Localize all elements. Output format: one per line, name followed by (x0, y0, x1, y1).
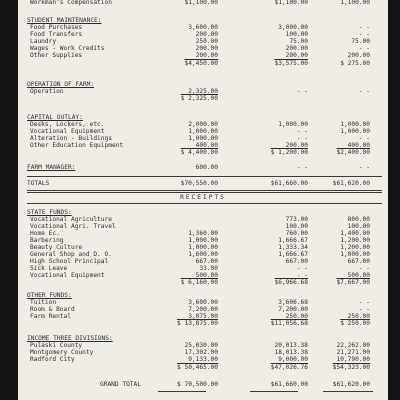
heading-text: INCOME THREE DIVISIONS: (27, 335, 113, 342)
col2-value: - - (296, 88, 308, 95)
col2-value: 760.00 (285, 230, 308, 237)
col1-grand-total: $ 70,500.00 (177, 381, 218, 388)
grand-total-rule-2 (250, 391, 298, 392)
grand-total-label: GRAND TOTAL (100, 381, 141, 388)
row-label: Beauty Culture (30, 244, 83, 251)
col3-value: 10,790.00 (336, 356, 370, 363)
col2-value: 7,200.00 (278, 306, 308, 313)
farm-manager-row (18, 163, 388, 172)
col3-value: - - (358, 45, 370, 52)
col3-value: 100.00 (347, 223, 370, 230)
subtotal-row (18, 278, 388, 287)
col3-value: 400.00 (347, 142, 370, 149)
col3-value: - - (358, 164, 370, 171)
heading-text: OPERATION OF FARM: (27, 81, 95, 88)
row-label: Vocational Agriculture (30, 216, 112, 223)
row-label: Alteration - Buildings (30, 135, 112, 142)
row-label: Radford City (30, 356, 75, 363)
col2-value: 200.00 (285, 142, 308, 149)
col3-subtotal: $ 275.00 (340, 60, 370, 67)
col2-value: 3,606.68 (278, 299, 308, 306)
col2-value: 75.00 (289, 38, 308, 45)
receipts-title: RECEIPTS (180, 194, 226, 201)
row-label: Sick Leave (30, 265, 68, 272)
col3-total: $61,620.00 (332, 180, 370, 187)
col3-value: - - (358, 88, 370, 95)
col2-value: - - (296, 265, 308, 272)
heading-text: STUDENT MAINTENANCE: (27, 17, 102, 24)
col3-value: 1,000.00 (340, 251, 370, 258)
col2-value: $1,100.00 (274, 0, 308, 6)
col1-value: 1,000.00 (188, 135, 218, 142)
col2-value: 1,666.67 (278, 237, 308, 244)
col3-value: 21,271.00 (336, 349, 370, 356)
workmans-comp-row (18, 0, 388, 7)
col3-value: - - (358, 306, 370, 313)
col2-value: 100.00 (285, 31, 308, 38)
col1-subtotal: $ 6,160.00 (180, 279, 218, 286)
col2-total: $61,660.00 (270, 180, 308, 187)
col2-value: 667.00 (285, 258, 308, 265)
col1-value: 1,000.00 (188, 244, 218, 251)
col2-value: 9,000.00 (278, 356, 308, 363)
col2-value: 1,333.34 (278, 244, 308, 251)
col2-value: 200.00 (285, 52, 308, 59)
col2-value: - - (296, 128, 308, 135)
col1-value: 2,000.00 (188, 121, 218, 128)
col1-value: 1,360.00 (188, 230, 218, 237)
col1-value: 3,075.00 (188, 313, 218, 320)
col1-total: $70,550.00 (180, 180, 218, 187)
col2-subtotal: $11,056.68 (270, 320, 308, 327)
col1-subtotal: $ 4,400.00 (180, 149, 218, 156)
col3-value: 1,400.00 (340, 230, 370, 237)
row-label: Wages - Work Credits (30, 45, 105, 52)
receipts-title-row (18, 193, 388, 202)
row-label: Desks, Lockers, etc. (30, 121, 105, 128)
col1-value: 1,000.00 (188, 128, 218, 135)
col1-value: 500.00 (195, 272, 218, 279)
rule-below-receipts (27, 203, 382, 204)
col3-subtotal: $ 250.00 (340, 320, 370, 327)
col2-subtotal: $47,026.76 (270, 364, 308, 371)
grand-total-row (18, 380, 388, 389)
subtotal-row (18, 59, 388, 68)
subtotal-row (18, 319, 388, 328)
col3-value: 500.00 (347, 272, 370, 279)
col2-value: 773.00 (285, 216, 308, 223)
col3-value: 1,200.00 (340, 237, 370, 244)
row-label: Workman's Compensation (30, 0, 112, 6)
row-label: Vocational Equipment (30, 128, 105, 135)
col3-value: - - (358, 31, 370, 38)
col1-value: 400.00 (195, 142, 218, 149)
col3-value: 1,100.00 (340, 0, 370, 6)
col3-value: 1,200.00 (340, 244, 370, 251)
col1-subtotal: $4,450.00 (184, 60, 218, 67)
col2-value: 200.00 (285, 45, 308, 52)
col2-grand-total: $61,660.00 (270, 381, 308, 388)
row-label: High School Principal (30, 258, 109, 265)
col3-value: 1,000.00 (340, 128, 370, 135)
col3-value: 1,000.00 (340, 121, 370, 128)
col2-value: 250.00 (285, 313, 308, 320)
row-label: Tuition (30, 299, 57, 306)
row-label: Vocational Equipment (30, 272, 105, 279)
col3-value: - - (358, 299, 370, 306)
row-label: Other Education Equipment (30, 142, 124, 149)
col3-value: 250.00 (347, 313, 370, 320)
col1-subtotal: $ 13,875.00 (177, 320, 218, 327)
col2-subtotal: $3,575.00 (274, 60, 308, 67)
row-label: Vocational Agri. Travel (30, 223, 116, 230)
col3-value: - - (358, 135, 370, 142)
col3-subtotal: $7,667.00 (336, 279, 370, 286)
col1-subtotal: $ 50,465.00 (177, 364, 218, 371)
row-label: Home Ec. (30, 230, 60, 237)
col3-value: 200.00 (347, 52, 370, 59)
col3-grand-total: $61,620.00 (332, 381, 370, 388)
col1-value: 9,133.00 (188, 356, 218, 363)
col1-value: 1,000.00 (188, 237, 218, 244)
col1-value: $1,100.00 (184, 0, 218, 6)
col1-value: 200.00 (195, 31, 218, 38)
col3-value: 667.00 (347, 258, 370, 265)
col2-value: 1,666.67 (278, 251, 308, 258)
col1-value: 3,600.00 (188, 24, 218, 31)
col1-value: 667.00 (195, 258, 218, 265)
rule-below-totals-1 (27, 190, 382, 191)
subtotal-row (18, 363, 388, 372)
row-label: Barbering (30, 237, 64, 244)
col1-value: 17,302.00 (184, 349, 218, 356)
col2-value: - - (296, 135, 308, 142)
subtotal-row (18, 148, 388, 157)
subtotal-row (18, 94, 388, 103)
col2-value: 1,000.00 (278, 121, 308, 128)
heading-text: OTHER FUNDS: (27, 292, 72, 299)
col3-subtotal: $2,400.00 (336, 149, 370, 156)
col1-value: 1,600.00 (188, 251, 218, 258)
col2-value: - - (296, 272, 308, 279)
col1-value: 25,030.00 (184, 342, 218, 349)
col2-value: 18,013.38 (274, 349, 308, 356)
row-label: Other Supplies (30, 52, 83, 59)
col1-value: 600.00 (195, 164, 218, 171)
col3-value: 75.00 (351, 38, 370, 45)
row-label: Food Purchases (30, 24, 83, 31)
row-label: Montgomery County (30, 349, 94, 356)
col2-value: 20,013.38 (274, 342, 308, 349)
col2-subtotal: $ 1,200.00 (270, 149, 308, 156)
row-label: FARM MANAGER: (27, 164, 76, 171)
heading-text: CAPITAL OUTLAY: (27, 114, 83, 121)
row-label: Operation (30, 88, 64, 95)
row-label: Room & Board (30, 306, 75, 313)
col1-value: 250.00 (195, 38, 218, 45)
col1-subtotal: $ 2,325.00 (180, 95, 218, 102)
col2-subtotal: $6,966.68 (274, 279, 308, 286)
rule-above-totals (27, 176, 382, 177)
row-label: Laundry (30, 38, 57, 45)
col2-value: - - (296, 164, 308, 171)
col1-value: 3,600.00 (188, 299, 218, 306)
col2-value: 3,000.00 (278, 24, 308, 31)
col1-value: 200.00 (195, 52, 218, 59)
col3-value: 22,262.00 (336, 342, 370, 349)
col3-subtotal: $54,323.00 (332, 364, 370, 371)
totals-label: TOTALS (27, 180, 50, 187)
col1-value: 200.00 (195, 45, 218, 52)
row-label: Food Transfers (30, 31, 83, 38)
col3-value: - - (358, 265, 370, 272)
col1-value: 2,325.00 (188, 88, 218, 95)
grand-total-rule-1 (158, 391, 206, 392)
row-label: Pulaski County (30, 342, 83, 349)
col3-value: 800.00 (347, 216, 370, 223)
row-label: General Shop and D. O. (30, 251, 112, 258)
row-label: Farm Rental (30, 313, 71, 320)
heading-text: STATE FUNDS: (27, 209, 72, 216)
col1-value: 33.00 (199, 265, 218, 272)
col3-value: - - (358, 24, 370, 31)
col1-value: 7,200.00 (188, 306, 218, 313)
budget-document-page (18, 0, 388, 400)
grand-total-rule-3 (323, 391, 373, 392)
col2-value: 100.00 (285, 223, 308, 230)
totals-row (18, 179, 388, 188)
